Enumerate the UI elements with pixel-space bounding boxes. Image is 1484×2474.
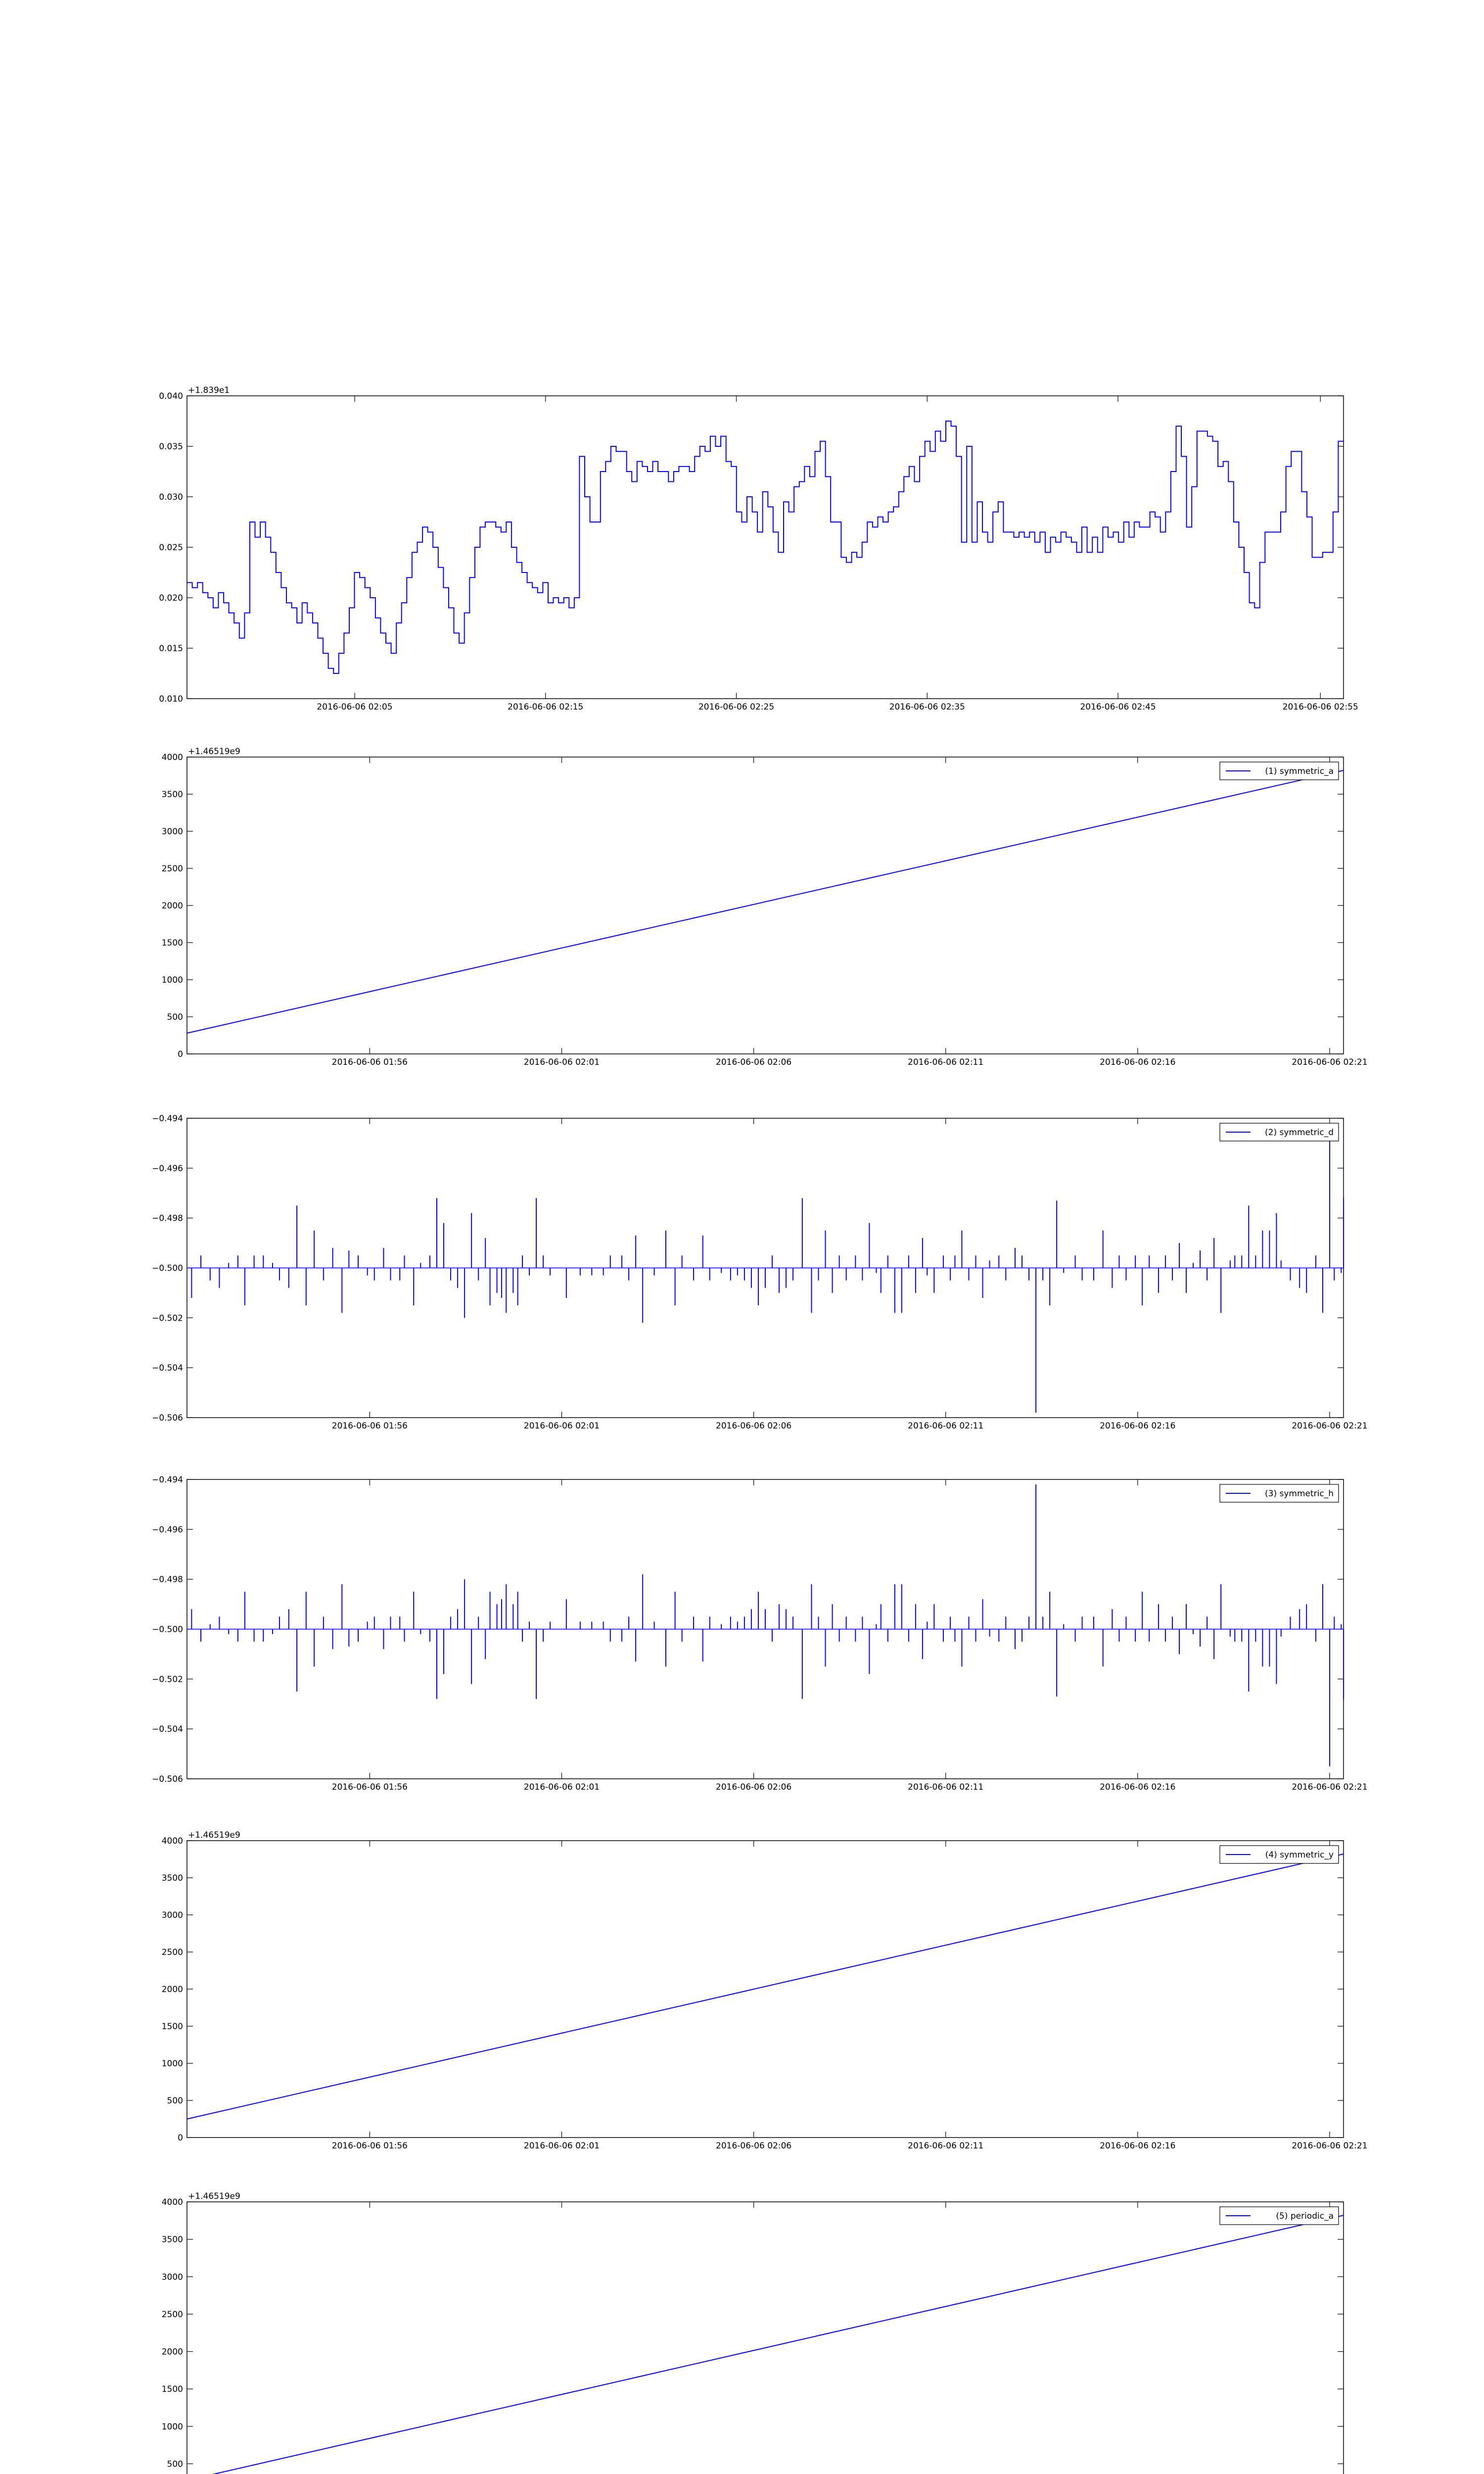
y-tick-label: 0	[178, 1049, 183, 1059]
x-tick-label: 2016-06-06 02:15	[508, 702, 584, 712]
y-tick-label: 4000	[161, 1836, 183, 1846]
y-tick-label: −0.502	[152, 1313, 183, 1324]
y-tick-label: −0.506	[152, 1774, 183, 1784]
axes-frame	[187, 757, 1344, 1054]
y-tick-label: 1500	[161, 2384, 183, 2395]
y-tick-label: −0.500	[152, 1263, 183, 1274]
y-tick-label: 500	[167, 2096, 183, 2106]
y-tick-label: 0.040	[159, 391, 183, 401]
y-tick-label: 1500	[161, 2022, 183, 2032]
y-tick-label: 3500	[161, 790, 183, 800]
x-tick-label: 2016-06-06 02:21	[1292, 1782, 1368, 1792]
x-tick-label: 2016-06-06 02:11	[908, 1782, 984, 1792]
y-tick-label: 4000	[161, 2197, 183, 2207]
x-tick-label: 2016-06-06 01:56	[331, 1057, 408, 1067]
series-line	[187, 421, 1344, 673]
legend-label: (5) periodic_a	[1276, 2211, 1334, 2221]
y-tick-label: 3500	[161, 1873, 183, 1883]
chart-panel-4	[152, 1475, 1367, 1792]
y-tick-label: 500	[167, 2459, 183, 2470]
chart-panel-3	[152, 1114, 1367, 1431]
y-tick-label: 2500	[161, 864, 183, 874]
x-tick-label: 2016-06-06 02:21	[1292, 2141, 1368, 2151]
y-tick-label: 2500	[161, 2309, 183, 2320]
x-tick-label: 2016-06-06 02:06	[716, 1057, 792, 1067]
y-tick-label: −0.496	[152, 1524, 183, 1535]
series-line	[187, 1854, 1344, 2119]
y-tick-label: −0.504	[152, 1724, 183, 1735]
y-tick-label: 2000	[161, 1985, 183, 1995]
x-tick-label: 2016-06-06 02:06	[716, 1421, 792, 1431]
axes-frame	[187, 1841, 1344, 2138]
legend-label: (3) symmetric_h	[1265, 1489, 1334, 1499]
x-tick-label: 2016-06-06 02:11	[908, 2141, 984, 2151]
x-tick-label: 2016-06-06 02:35	[889, 702, 965, 712]
y-tick-label: −0.498	[152, 1574, 183, 1585]
x-tick-label: 2016-06-06 02:55	[1282, 702, 1358, 712]
x-tick-label: 2016-06-06 01:56	[331, 2141, 408, 2151]
x-tick-label: 2016-06-06 02:16	[1100, 2141, 1176, 2151]
series-line	[187, 2215, 1344, 2474]
y-tick-label: 3500	[161, 2235, 183, 2245]
y-tick-label: 0.010	[159, 694, 183, 704]
series-line	[187, 770, 1344, 1033]
y-tick-label: 0.030	[159, 492, 183, 502]
y-tick-label: 2500	[161, 1948, 183, 1957]
y-tick-label: −0.498	[152, 1213, 183, 1224]
axes-frame	[187, 2202, 1344, 2474]
y-tick-label: 2000	[161, 901, 183, 911]
y-tick-label: 500	[167, 1012, 183, 1022]
y-tick-label: 0.025	[159, 543, 183, 553]
x-tick-label: 2016-06-06 02:01	[523, 1421, 600, 1431]
x-tick-label: 2016-06-06 01:56	[331, 1421, 408, 1431]
y-tick-label: −0.496	[152, 1163, 183, 1174]
legend-label: (1) symmetric_a	[1265, 766, 1334, 776]
chart-panel-1	[159, 385, 1358, 712]
y-tick-label: 1000	[161, 2059, 183, 2069]
legend-label: (2) symmetric_d	[1265, 1128, 1334, 1138]
y-tick-label: −0.494	[152, 1475, 183, 1485]
x-tick-label: 2016-06-06 02:16	[1100, 1057, 1176, 1067]
y-tick-label: 4000	[161, 753, 183, 762]
y-tick-label: 0	[178, 2133, 183, 2143]
y-tick-label: 2000	[161, 2347, 183, 2357]
y-tick-label: −0.494	[152, 1114, 183, 1124]
x-tick-label: 2016-06-06 02:06	[716, 2141, 792, 2151]
x-tick-label: 2016-06-06 02:01	[523, 1057, 600, 1067]
chart-panel-6	[162, 2191, 1368, 2474]
y-offset-label: +1.839e1	[188, 385, 230, 395]
y-tick-label: 3000	[161, 2272, 183, 2283]
y-tick-label: −0.502	[152, 1674, 183, 1685]
y-tick-label: 0.015	[159, 644, 183, 654]
axes-frame	[187, 396, 1344, 699]
x-tick-label: 2016-06-06 02:06	[716, 1782, 792, 1792]
x-tick-label: 2016-06-06 02:05	[317, 702, 393, 712]
x-tick-label: 2016-06-06 02:11	[908, 1421, 984, 1431]
y-tick-label: −0.504	[152, 1363, 183, 1374]
y-offset-label: +1.46519e9	[188, 2191, 240, 2201]
x-tick-label: 2016-06-06 02:11	[908, 1057, 984, 1067]
y-tick-label: 0.020	[159, 593, 183, 603]
x-tick-label: 2016-06-06 02:01	[523, 1782, 600, 1792]
y-tick-label: 3000	[161, 1910, 183, 1920]
y-tick-label: 3000	[161, 827, 183, 837]
y-tick-label: 1500	[161, 938, 183, 948]
x-tick-label: 2016-06-06 02:16	[1100, 1782, 1176, 1792]
y-tick-label: 1000	[161, 975, 183, 985]
x-tick-label: 2016-06-06 02:01	[523, 2141, 600, 2151]
x-tick-label: 2016-06-06 02:16	[1100, 1421, 1176, 1431]
y-tick-label: −0.506	[152, 1413, 183, 1423]
y-offset-label: +1.46519e9	[188, 1830, 240, 1840]
x-tick-label: 2016-06-06 01:56	[331, 1782, 408, 1792]
chart-panel-2	[162, 747, 1368, 1067]
y-tick-label: 1000	[161, 2422, 183, 2432]
chart-panel-5	[162, 1830, 1368, 2151]
y-tick-label: −0.500	[152, 1624, 183, 1635]
x-tick-label: 2016-06-06 02:21	[1292, 1421, 1368, 1431]
x-tick-label: 2016-06-06 02:21	[1292, 1057, 1368, 1067]
y-tick-label: 0.035	[159, 442, 183, 452]
x-tick-label: 2016-06-06 02:45	[1080, 702, 1156, 712]
y-offset-label: +1.46519e9	[188, 747, 240, 757]
legend-label: (4) symmetric_y	[1265, 1850, 1334, 1860]
x-tick-label: 2016-06-06 02:25	[698, 702, 775, 712]
